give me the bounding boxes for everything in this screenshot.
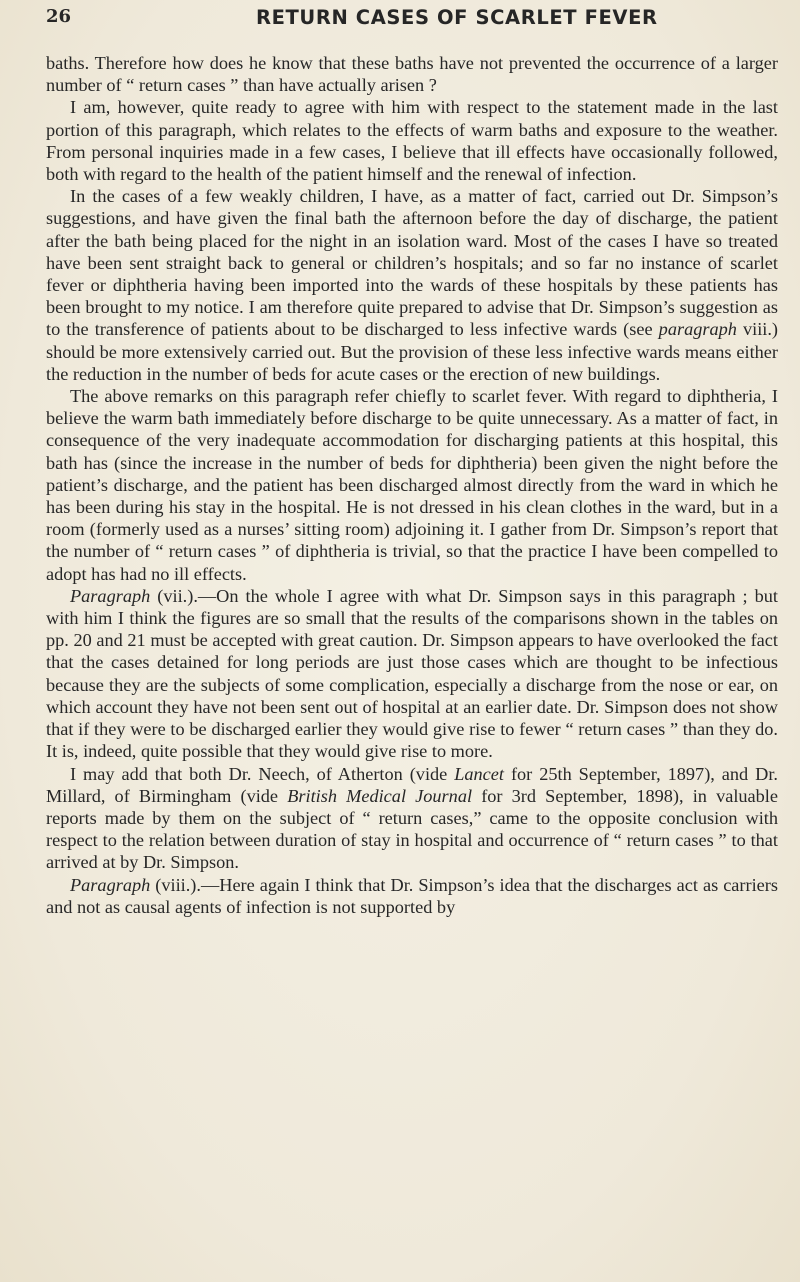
paragraph-text: for 3rd September, 1898), in valuable reports made by them on the subject of “ return cases,” came to the opposite conclusion with respect to the relation between duration of stay in hospital and occurrence of “ return cases ” to that arrived at by Dr. Simpson.	[46, 785, 778, 873]
journal-title: Lancet	[454, 763, 504, 784]
paragraph-1	[46, 52, 778, 96]
paragraph-text: In the cases of a few weakly children, I have, as a matter of fact, carried out Dr. Simpson’s suggestions, and have given the final bath the afternoon before the day of discharge, the patient after the bath being placed for the night in an isolation ward. Most of the cases I have so treated have been sent straight back to general or children’s hospitals; and so far no instance of scarlet fever or diphtheria having been imported into the wards of these hospitals by these patients has been brought to my notice. I am therefore quite prepared to advise that Dr. Simpson’s suggestion as to the transference of patients about to be discharged to less infective wards (see	[46, 186, 778, 340]
paragraph-6	[46, 763, 778, 874]
paragraph-4	[46, 385, 778, 585]
paragraph-text: I may add that both Dr. Neech, of Atherton (vide	[70, 763, 455, 784]
paragraph-5	[46, 585, 778, 763]
paragraph-text: (viii.).—Here again I think that Dr. Simpson’s idea that the discharges act as carriers and not as causal agents of infection is not supported by	[46, 874, 778, 917]
page-header	[46, 6, 770, 46]
paragraph-heading: Paragraph	[70, 874, 151, 895]
paragraph-2	[46, 96, 778, 185]
page-number: 26	[46, 6, 72, 27]
body-text	[46, 52, 778, 918]
paragraph-7	[46, 874, 778, 918]
italic-reference: paragraph	[658, 319, 737, 340]
paragraph-text: viii.) should be more extensively carried out. But the provision of these less infective wards means either the reduction in the number of beds for acute cases or the erection of new buildings.	[46, 319, 779, 384]
paragraph-text: (vii.).—On the whole I agree with what Dr. Simpson says in this paragraph ; but with him I think the figures are so small that the results of the comparisons shown in the tables on pp. 20 and 21 must be accepted with great caution. Dr. Simpson appears to have overlooked the fact that the cases detained for long periods are just those cases which are thought to be infectious because they are the subjects of some complication, especially a discharge from the nose or ear, on which account they have not been sent out of hospital at an earlier date. Dr. Simpson does not show that if they were to be discharged earlier they would give rise to fewer “ return cases ” than they do. It is, indeed, quite possible that they would give rise to more.	[46, 585, 778, 762]
journal-title: British Medical Journal	[287, 785, 473, 806]
paragraph-heading: Paragraph	[70, 585, 151, 606]
paragraph-text: The above remarks on this paragraph refer chiefly to scarlet fever. With regard to diphtheria, I believe the warm bath immediately before discharge to be quite unnecessary. As a matter of fact, in consequence of the very inadequate accommodation for discharging patients at this hospital, this bath has (since the increase in the number of beds for diphtheria) been given the night before the patient’s discharge, and the patient has been discharged almost directly from the ward in which he has been during his stay in the hospital. He is not dressed in his clean clothes in the ward, but in a room (formerly used as a nurses’ sitting room) adjoining it. I gather from Dr. Simpson’s report that the number of “ return cases ” of diphtheria is trivial, so that the practice I have been compelled to adopt has had no ill effects.	[46, 386, 778, 584]
paragraph-text: I am, however, quite ready to agree with him with respect to the statement made in the last portion of this paragraph, which relates to the effects of warm baths and exposure to the weather. From personal inquiries made in a few cases, I believe that ill effects have occasionally followed, both with regard to the health of the patient himself and the renewal of infection.	[46, 97, 778, 185]
paragraph-text: for 25th September, 1897), and Dr. Millard, of Birmingham (vide	[46, 763, 778, 806]
running-title: RETURN CASES OF SCARLET FEVER	[256, 6, 658, 29]
paragraph-text: baths. Therefore how does he know that these baths have not prevented the occurrence of a larger number of “ return cases ” than have actually arisen ?	[46, 53, 778, 96]
paragraph-3	[46, 185, 778, 385]
